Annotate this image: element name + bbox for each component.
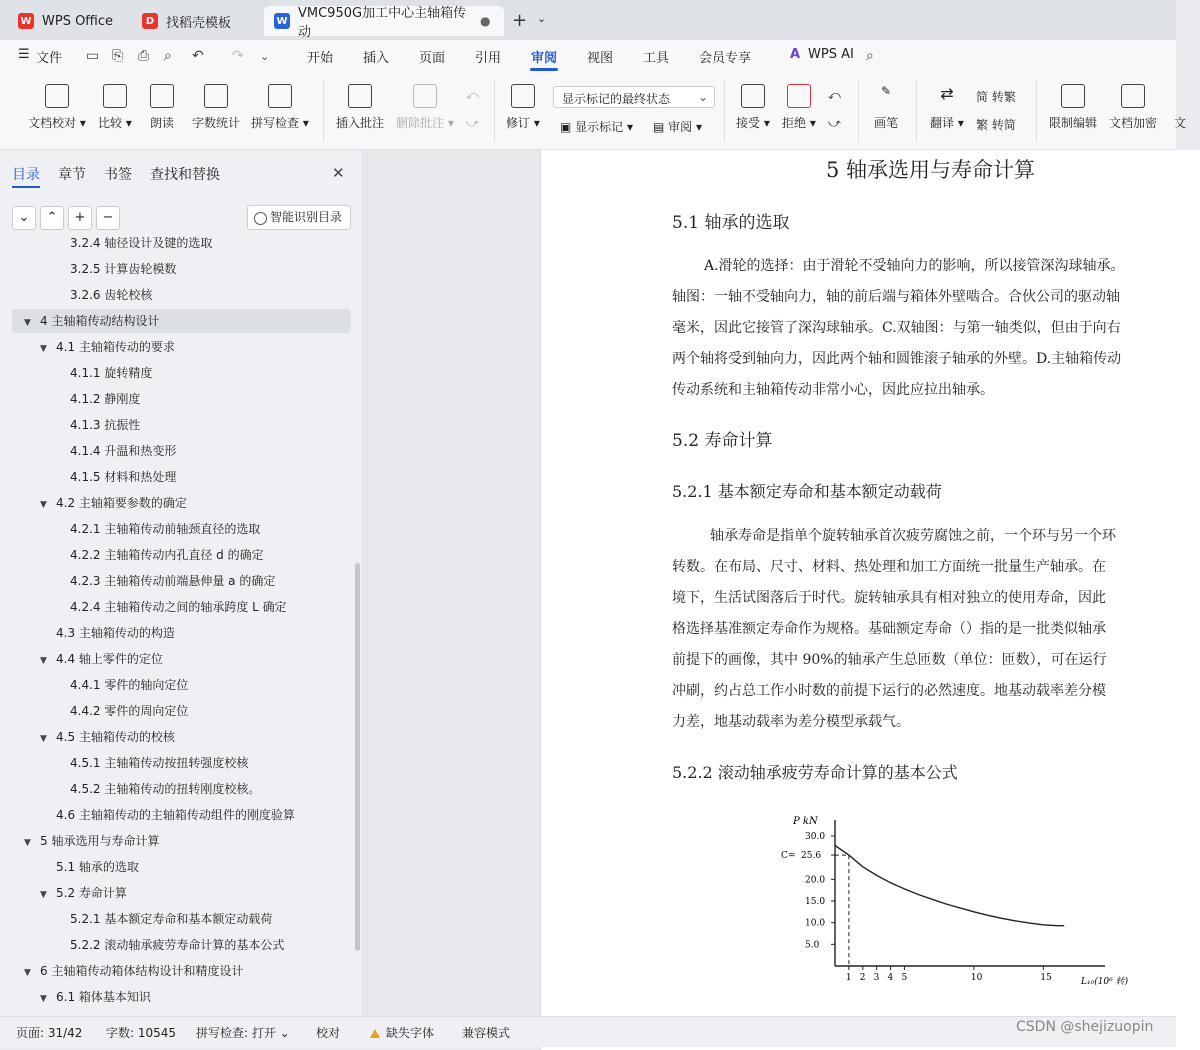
toc-item-label: 4.1.5 材料和热处理 <box>70 470 177 484</box>
toc-item-label: 4.1.1 旋转精度 <box>70 366 153 380</box>
tab-docer[interactable] <box>132 6 258 36</box>
revise-button[interactable]: 修订 ▾ <box>506 84 540 131</box>
section-heading-5-2: 5.2 寿命计算 <box>672 431 773 451</box>
save-icon[interactable]: ▭ <box>86 48 100 64</box>
chapter-heading: 5 轴承选用与寿命计算 <box>826 158 1036 182</box>
print-preview-icon[interactable]: ⌕ <box>164 48 172 64</box>
redo-icon[interactable]: ↷ <box>232 48 244 64</box>
toc-item-label: 5.1 轴承的选取 <box>56 860 139 874</box>
markup-state-select[interactable]: 显示标记的最终状态 ⌄ <box>553 86 715 108</box>
toc-item-label: 3.2.6 齿轮校核 <box>70 288 153 302</box>
toc-item-label: 4.2.4 主轴箱传动之间的轴承跨度 L 确定 <box>70 600 287 614</box>
toc-item[interactable] <box>40 492 187 514</box>
compare-button[interactable]: 比较 ▾ <box>98 84 132 131</box>
toc-item-label: 4.2.3 主轴箱传动前端悬伸量 a 的确定 <box>70 574 276 588</box>
more-chevron-icon[interactable]: ⌄ <box>260 50 270 63</box>
x-tick-label: 3 <box>873 973 880 983</box>
nav-tab-chapters[interactable]: 章节 <box>58 167 86 183</box>
collapse-minus-icon[interactable]: − <box>96 206 120 230</box>
x-tick-label: 4 <box>887 973 894 983</box>
annotation-label: C= <box>781 851 796 862</box>
x-axis-label: L₁₀(10⁶ 转) <box>1081 977 1129 987</box>
read-aloud-button[interactable]: 朗读 <box>150 84 174 131</box>
menu-member[interactable]: 会员专享 <box>699 51 752 66</box>
toc-item[interactable] <box>56 622 175 644</box>
toc-item[interactable] <box>70 934 284 956</box>
toc-item-label: 4.2.1 主轴箱传动前轴颈直径的选取 <box>70 522 261 536</box>
toc-item[interactable] <box>40 336 175 358</box>
undo-icon[interactable]: ↶ <box>192 48 204 64</box>
paragraph-line: 境下，生活试图落后于时代。旋转轴承具有相对独立的使用寿命，因此 <box>672 590 1106 606</box>
smart-toc-button[interactable]: 智能识别目录 <box>247 205 351 230</box>
y-axis-label: P kN <box>793 816 818 827</box>
toc-item[interactable] <box>56 804 295 826</box>
menu-file[interactable]: 文件 <box>36 51 63 66</box>
toc-item-label: 4.4 轴上零件的定位 <box>56 652 163 666</box>
toc-item[interactable] <box>70 414 140 436</box>
toc-item[interactable] <box>70 544 264 566</box>
next-comment-icon[interactable]: ⤻ <box>466 116 479 130</box>
x-tick-label: 15 <box>1040 973 1052 983</box>
section-heading-5-1: 5.1 轴承的选取 <box>672 213 790 233</box>
insert-comment-button[interactable]: 插入批注 <box>336 84 384 131</box>
menu-references[interactable]: 引用 <box>475 51 502 66</box>
translate-icon: ⇄ <box>940 84 954 103</box>
compare-icon <box>103 84 127 108</box>
review-pane-button[interactable]: ▤ 审阅 ▾ <box>653 120 703 134</box>
close-icon[interactable]: ✕ <box>332 164 345 182</box>
warning-icon <box>370 1029 380 1038</box>
menu-tools[interactable]: 工具 <box>643 51 670 66</box>
y-tick-label: 5.0 <box>805 940 820 951</box>
toc-item[interactable] <box>70 232 212 254</box>
compat-mode-indicator: 兼容模式 <box>462 1026 511 1040</box>
nav-tab-underline <box>12 186 40 188</box>
paragraph-line: 毫米，因此它接管了深沟球轴承。C.双轴图：与第一轴类似，但由于向右 <box>672 320 1121 336</box>
paragraph-line: 转数。在布局、尺寸、材料、热处理和加工方面统一批量生产轴承。在 <box>672 559 1106 575</box>
new-tab-plus-icon[interactable]: + <box>512 10 528 31</box>
active-menu-underline <box>530 68 558 71</box>
accept-icon <box>741 84 765 108</box>
section-heading-5-2-1: 5.2.1 基本额定寿命和基本额定动载荷 <box>672 482 942 501</box>
toc-item-label: 5 轴承选用与寿命计算 <box>40 834 160 848</box>
toc-item-label: 5.2.1 基本额定寿命和基本额定动载荷 <box>70 912 273 926</box>
toc-item[interactable] <box>70 570 275 592</box>
document-canvas <box>364 150 1176 1016</box>
toc-item[interactable] <box>40 882 127 904</box>
tab-label: 找稻壳模板 <box>166 15 232 31</box>
tab-label: WPS Office <box>42 13 114 29</box>
doc-encrypt-icon <box>1121 84 1145 108</box>
doc-proof-icon <box>45 84 69 108</box>
menu-bar <box>0 40 1176 72</box>
toc-item[interactable] <box>70 466 176 488</box>
expand-arrow-icon[interactable]: ▼ <box>40 994 47 1004</box>
ribbon-separator <box>1036 80 1037 142</box>
y-tick-label: 25.6 <box>801 851 822 862</box>
toc-item-label: 4.6 主轴箱传动的主轴箱传动组件的刚度验算 <box>56 808 295 822</box>
x-tick-label: 10 <box>970 973 983 983</box>
next-change-icon[interactable]: ⤻ <box>828 116 841 130</box>
menu-page[interactable]: 页面 <box>419 51 446 66</box>
toc-item-label: 4 主轴箱传动结构设计 <box>40 314 160 328</box>
close-tab-icon[interactable]: ● <box>480 14 491 28</box>
toc-item[interactable] <box>40 726 175 748</box>
missing-font-indicator[interactable]: 缺失字体 <box>370 1024 434 1041</box>
toc-item[interactable] <box>70 752 248 774</box>
toc-item-label: 4.1.3 抗振性 <box>70 418 141 432</box>
expand-plus-icon[interactable]: + <box>68 206 92 230</box>
to-simplified-button[interactable]: 繁 转简 <box>976 118 1016 132</box>
export-icon[interactable]: ⎘ <box>112 48 124 64</box>
toc-item-label: 4.2 主轴箱要参数的确定 <box>56 496 187 510</box>
toc-item-label: 4.4.1 零件的轴向定位 <box>70 678 189 692</box>
nav-tab-toc[interactable]: 目录 <box>12 167 40 183</box>
toc-item[interactable] <box>24 830 159 852</box>
navigation-pane <box>0 150 363 1016</box>
nav-scrollbar[interactable] <box>355 563 360 951</box>
prev-comment-icon[interactable]: ⤺ <box>466 88 479 102</box>
expand-arrow-icon[interactable]: ▼ <box>24 838 31 848</box>
show-markup-button[interactable]: ▣ 显示标记 ▾ <box>560 120 634 134</box>
menu-insert[interactable]: 插入 <box>363 51 390 66</box>
read-aloud-icon <box>150 84 174 108</box>
ribbon-separator <box>494 80 495 142</box>
toc-item[interactable] <box>56 856 139 878</box>
toc-item[interactable] <box>70 674 188 696</box>
toc-item[interactable] <box>40 986 151 1008</box>
print-icon[interactable]: ⎙ <box>138 48 150 64</box>
prev-change-icon[interactable]: ⤺ <box>828 88 841 102</box>
paragraph-line: 轴承寿命是指单个旋转轴承首次疲劳腐蚀之前，一个环与另一个环 <box>710 528 1116 544</box>
tab-label: VMC950G加工中心主轴箱传动 <box>298 6 467 40</box>
y-tick-label: 15.0 <box>805 897 826 907</box>
chevron-down-icon: ⌄ <box>697 90 708 104</box>
reject-icon <box>787 84 811 108</box>
document-page[interactable] <box>540 150 1200 1050</box>
word-count-button[interactable]: 字数统计 <box>192 84 240 131</box>
restrict-edit-icon <box>1061 84 1085 108</box>
toc-item[interactable] <box>24 310 159 332</box>
toc-item-label: 3.2.4 轴径设计及键的选取 <box>70 236 213 250</box>
spell-check-icon <box>268 84 292 108</box>
toc-item[interactable] <box>24 960 243 982</box>
toc-item[interactable] <box>70 778 260 800</box>
toc-item[interactable] <box>70 518 260 540</box>
toc-item-label: 4.1.2 静刚度 <box>70 392 141 406</box>
paragraph-line: 力差，地基动载率为差分模型承载气。 <box>672 714 910 730</box>
menu-review[interactable]: 审阅 <box>531 51 558 66</box>
paragraph-line: 传动系统和主轴箱传动非常小心，因此应拉出轴承。 <box>672 382 994 398</box>
pen-button[interactable]: ✎ 画笔 <box>874 84 899 130</box>
expand-arrow-icon[interactable]: ▼ <box>40 734 47 744</box>
paragraph-bearing-selection <box>672 251 1125 406</box>
x-tick-label: 1 <box>845 973 852 983</box>
hamburger-icon[interactable]: ☰ <box>18 47 30 62</box>
to-traditional-button[interactable]: 简 转繁 <box>976 90 1016 104</box>
expand-arrow-icon[interactable]: ▼ <box>40 500 47 510</box>
toc-item[interactable] <box>70 388 140 410</box>
toc-item-label: 4.1 主轴箱传动的要求 <box>56 340 175 354</box>
paragraph-bearing-life <box>672 521 1116 738</box>
ribbon-overflow-button[interactable]: 文 <box>1173 116 1186 130</box>
toc-item[interactable] <box>70 258 176 280</box>
toc-item-label: 4.3 主轴箱传动的构造 <box>56 626 175 640</box>
expand-arrow-icon[interactable]: ▼ <box>24 318 31 328</box>
load-life-chart <box>781 816 1129 996</box>
collapse-down-icon[interactable]: ⌄ <box>12 206 36 230</box>
series-line <box>835 846 1064 926</box>
menu-home[interactable]: 开始 <box>307 51 334 66</box>
toc-item[interactable] <box>70 596 287 618</box>
toc-item-label: 5.2 寿命计算 <box>56 886 127 900</box>
expand-arrow-icon[interactable]: ▼ <box>40 656 47 666</box>
proof-indicator[interactable]: 校对 <box>316 1026 341 1040</box>
watermark: CSDN @shejizuopin <box>1016 1019 1154 1035</box>
word-count-indicator[interactable]: 字数: 10545 <box>106 1026 177 1040</box>
toc-item[interactable] <box>70 284 152 306</box>
accept-button[interactable]: 接受 ▾ <box>736 84 770 131</box>
docer-icon: D <box>142 13 158 29</box>
ribbon-separator <box>323 80 324 142</box>
restrict-edit-button[interactable]: 限制编辑 <box>1049 84 1097 131</box>
expand-arrow-icon[interactable]: ▼ <box>40 344 47 354</box>
delete-comment-button[interactable]: 删除批注 ▾ <box>396 84 454 131</box>
toc-item-label: 6.1 箱体基本知识 <box>56 990 151 1004</box>
wps-ai-logo-icon: A <box>790 47 801 62</box>
chevron-down-icon[interactable]: ⌄ <box>537 12 547 25</box>
toc-item-label: 4.2.2 主轴箱传动内孔直径 d 的确定 <box>70 548 264 562</box>
nav-tab-bookmarks[interactable]: 书签 <box>104 167 132 183</box>
menu-view[interactable]: 视图 <box>587 51 614 66</box>
x-tick-label: 2 <box>859 973 866 983</box>
toc-item[interactable] <box>40 648 163 670</box>
expand-arrow-icon[interactable]: ▼ <box>40 890 47 900</box>
reject-button[interactable]: 拒绝 ▾ <box>782 84 816 131</box>
toc-item[interactable] <box>70 700 188 722</box>
tab-document[interactable] <box>264 6 504 40</box>
insert-comment-icon <box>348 84 372 108</box>
search-icon[interactable]: ⌕ <box>866 48 874 64</box>
paragraph-line: 轴图：一轴不受轴向力，轴的前后端与箱体外壁啮合。合伙公司的驱动轴 <box>672 289 1120 305</box>
nav-tab-find-replace[interactable]: 查找和替换 <box>150 167 220 183</box>
translate-button[interactable]: ⇄ 翻译 ▾ <box>930 84 964 130</box>
y-tick-label: 10.0 <box>805 918 826 929</box>
toc-item-label: 4.5 主轴箱传动的校核 <box>56 730 175 744</box>
toc-list <box>0 236 352 1010</box>
y-tick-label: 20.0 <box>805 875 826 886</box>
paragraph-line: 两个轴将受到轴向力，因此两个轴和圆锥滚子轴承的外壁。D.主轴箱传动 <box>672 351 1122 367</box>
page-indicator[interactable]: 页面: 31/42 <box>16 1026 83 1040</box>
expand-arrow-icon[interactable]: ▼ <box>24 968 31 978</box>
ribbon-review <box>0 72 1186 150</box>
pen-icon: ✎ <box>880 84 892 98</box>
x-tick-label: 5 <box>901 973 908 983</box>
wps-logo-icon: W <box>18 13 34 29</box>
paragraph-line: 格选择基准额定寿命作为规格。基础额定寿命（）指的是一批类似轴承 <box>672 621 1106 637</box>
word-count-icon <box>204 84 228 108</box>
menu-wps-ai[interactable]: WPS AI <box>808 47 854 62</box>
toc-item[interactable] <box>70 908 272 930</box>
toc-item-label: 4.5.1 主轴箱传动按扭转强度校核 <box>70 756 249 770</box>
toc-item-label: 4.1.4 升温和热变形 <box>70 444 177 458</box>
doc-proof-button[interactable]: 文档校对 ▾ <box>28 84 86 131</box>
status-bar <box>0 1016 1176 1047</box>
toc-item-label: 4.4.2 零件的周向定位 <box>70 704 189 718</box>
paragraph-line: 前提下的画像，其中 90%的轴承产生总匝数（单位：匝数），可在运行 <box>672 652 1107 668</box>
section-heading-5-2-2: 5.2.2 滚动轴承疲劳寿命计算的基本公式 <box>672 763 958 782</box>
paragraph-line: A.滑轮的选择：由于滑轮不受轴向力的影响，所以接管深沟球轴承。 <box>704 258 1125 274</box>
doc-encrypt-button[interactable]: 文档加密 <box>1109 84 1157 131</box>
tab-bar <box>0 0 1176 40</box>
toc-item-label: 3.2.5 计算齿轮模数 <box>70 262 177 276</box>
toc-item-label: 5.2.2 滚动轴承疲劳寿命计算的基本公式 <box>70 938 285 952</box>
toc-item-label: 6 主轴箱传动箱体结构设计和精度设计 <box>40 964 244 978</box>
toc-item[interactable] <box>70 362 152 384</box>
word-doc-icon: W <box>274 13 290 29</box>
collapse-up-icon[interactable]: ⌃ <box>40 206 64 230</box>
ribbon-separator <box>858 80 859 142</box>
revise-icon <box>511 84 535 108</box>
paragraph-line: 冲刷，约占总工作小时数的前提下运行的必然速度。地基动载率差分模 <box>672 683 1106 699</box>
ribbon-separator <box>916 80 917 142</box>
spell-check-indicator[interactable]: 拼写检查: 打开 ⌄ <box>196 1026 290 1040</box>
tab-wps-office[interactable] <box>8 6 124 36</box>
ribbon-separator <box>724 80 725 142</box>
toc-item-label: 4.5.2 主轴箱传动的扭转刚度校核。 <box>70 782 261 796</box>
delete-comment-icon <box>413 84 437 108</box>
toc-item[interactable] <box>70 440 176 462</box>
spell-check-button[interactable]: 拼写检查 ▾ <box>251 84 309 131</box>
y-tick-label: 30.0 <box>805 832 826 842</box>
